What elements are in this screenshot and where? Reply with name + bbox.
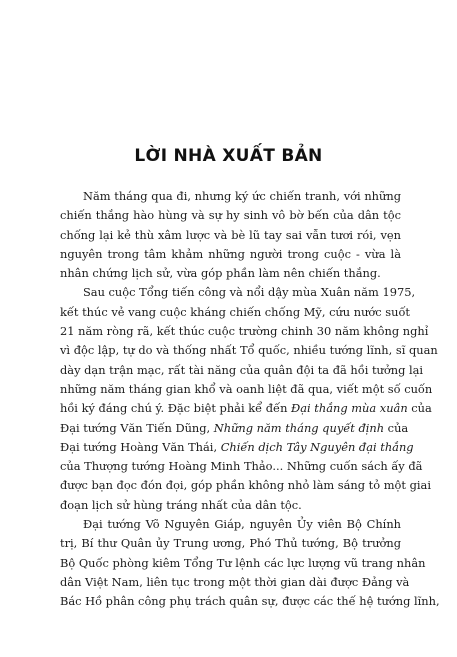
text-run: của [384,420,409,435]
text-line [60,419,409,438]
text-run: của [407,401,432,416]
text-line: Đại tướng Võ Nguyên Giáp, nguyên Ủy viên Bộ Chính [83,517,401,532]
text-line [60,399,432,418]
text-line: những năm tháng gian khổ và oanh liệt đã qua, viết một số cuốn [60,381,433,396]
text-line: kết thúc vẻ vang cuộc kháng chiến chống Mỹ, cứu nước suốt [60,304,411,319]
text-run: hồi ký đáng chú ý. Đặc biệt phải kể đến [60,401,292,416]
text-line: của Thượng tướng Hoàng Minh Thảo... Những cuốn sách ấy đã [60,459,423,474]
paragraph-1 [60,187,401,283]
text-line: đoạn lịch sử hùng tráng nhất của dân tộc. [60,497,302,512]
text-line: 21 năm ròng rã, kết thúc cuộc trường chinh 30 năm không nghỉ [60,324,429,339]
text-line: dân Việt Nam, liên tục trong một thời gian dài được Đảng và [60,574,410,589]
text-line: chiến thắng hào hùng và sự hy sinh vô bờ bến của dân tộc [60,208,401,223]
text-run: Đại tướng Hoàng Văn Thái, [60,439,221,454]
text-line: Bộ Quốc phòng kiêm Tổng Tư lệnh các lực lượng vũ trang nhân [60,555,426,570]
text-line: được bạn đọc đón đọi, góp phần không nhỏ làm sáng tỏ một giai [60,478,431,493]
paragraph-2 [60,283,438,515]
text-line: vì độc lập, tự do và thống nhất Tổ quốc, nhiều tướng lĩnh, sĩ quan [60,343,438,358]
page-title: LỜI NHÀ XUẤT BẢN [134,146,323,166]
text-line: dày dạn trận mạc, rất tài năng của quân đội ta đã hồi tưởng lại [60,362,424,377]
book-title-italic: Những năm tháng quyết định [213,420,385,435]
text-line: chống lại kẻ thù xâm lược và bè lũ tay sai vẫn tươi rói, vẹn [60,227,401,242]
text-line: nhân chứng lịch sử, vừa góp phần làm nên chiến thắng. [60,266,381,281]
body-text [60,187,440,612]
text-line: nguyên trong tâm khảm những người trong cuộc - vừa là [60,246,401,261]
text-line [60,438,414,457]
book-title-italic: Chiến dịch Tây Nguyên đại thắng [220,439,414,454]
text-line: Năm tháng qua đi, nhưng ký ức chiến tranh, với những [83,189,401,203]
text-line: Sau cuộc Tổng tiến công và nổi dậy mùa Xuân năm 1975, [83,285,416,300]
text-line: trị, Bí thư Quân ủy Trung ương, Phó Thủ tướng, Bộ trưởng [60,536,401,551]
paragraph-3 [60,515,440,611]
book-title-italic: Đại thắng mùa xuân [291,401,408,416]
text-run: Đại tướng Văn Tiến Dũng, [60,420,214,435]
text-line: Bác Hồ phân công phụ trách quân sự, được các thế hệ tướng lĩnh, [60,594,440,609]
